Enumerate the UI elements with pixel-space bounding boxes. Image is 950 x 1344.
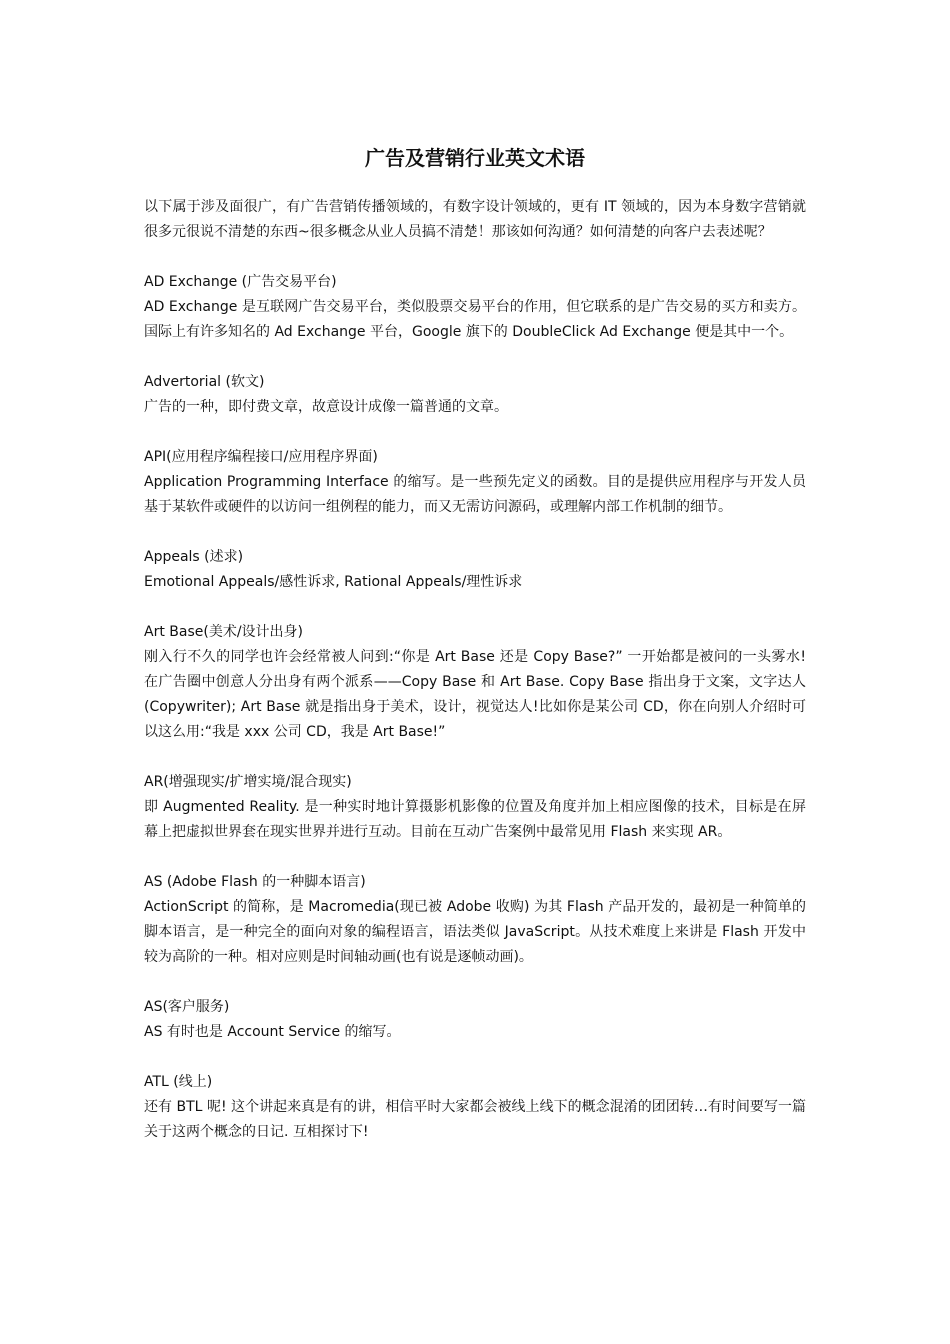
glossary-definition: AS 有时也是 Account Service 的缩写。 xyxy=(144,1024,401,1040)
glossary-term: Appeals (述求) xyxy=(144,549,244,565)
glossary-entry xyxy=(144,370,806,420)
glossary-term: Advertorial (软文) xyxy=(144,374,265,390)
glossary-entry xyxy=(144,545,806,595)
intro-paragraph: 以下属于涉及面很广，有广告营销传播领域的，有数字设计领域的，更有 IT 领域的，因为本身数字营销就很多元很说不清楚的东西~很多概念从业人员搞不清楚！那该如何沟通？如何清楚的向客户去表述呢？ xyxy=(144,199,806,240)
glossary-definition: 还有 BTL 呢! 这个讲起来真是有的讲，相信平时大家都会被线上线下的概念混淆的团团转…有时间要写一篇关于这两个概念的日记. 互相探讨下! xyxy=(144,1099,806,1140)
glossary-definition: 刚入行不久的同学也许会经常被人问到:“你是 Art Base 还是 Copy Base?” 一开始都是被问的一头雾水! 在广告圈中创意人分出身有两个派系——Copy Base 和 Art Base. Copy Base 指出身于文案，文字达人 (Copywriter); Art Base 就是指出身于美术，设计，视觉达人!比如你是某公司 CD，你在向别人介绍时可以这么用:“我是 xxx 公司 CD，我是 Art Base!” xyxy=(144,649,806,740)
document-title: 广告及营销行业英文术语 xyxy=(365,146,585,170)
glossary-definition: 广告的一种，即付费文章，故意设计成像一篇普通的文章。 xyxy=(144,399,508,415)
glossary-entry xyxy=(144,870,806,970)
glossary-definition: Application Programming Interface 的缩写。是一些预先定义的函数。目的是提供应用程序与开发人员基于某软件或硬件的以访问一组例程的能力，而又无需访问源码，或理解内部工作机制的细节。 xyxy=(144,474,806,515)
glossary-entry xyxy=(144,770,806,845)
glossary-entries xyxy=(144,270,806,1145)
glossary-term: AD Exchange (广告交易平台) xyxy=(144,274,337,290)
glossary-definition: Emotional Appeals/感性诉求, Rational Appeals/理性诉求 xyxy=(144,574,523,590)
glossary-term: AS(客户服务) xyxy=(144,999,230,1015)
glossary-term: API(应用程序编程接口/应用程序界面) xyxy=(144,449,378,465)
document-body xyxy=(144,143,806,1145)
glossary-term: Art Base(美术/设计出身) xyxy=(144,624,304,640)
glossary-term: ATL (线上) xyxy=(144,1074,213,1090)
glossary-definition: 即 Augmented Reality. 是一种实时地计算摄影机影像的位置及角度并加上相应图像的技术，目标是在屏幕上把虚拟世界套在现实世界并进行互动。目前在互动广告案例中最常见用 Flash 来实现 AR。 xyxy=(144,799,806,840)
glossary-entry xyxy=(144,270,806,345)
glossary-entry xyxy=(144,1070,806,1145)
glossary-entry xyxy=(144,995,806,1045)
glossary-entry xyxy=(144,445,806,520)
glossary-definition: AD Exchange 是互联网广告交易平台，类似股票交易平台的作用，但它联系的是广告交易的买方和卖方。国际上有许多知名的 Ad Exchange 平台，Google 旗下的 DoubleClick Ad Exchange 便是其中一个。 xyxy=(144,299,806,340)
glossary-entry xyxy=(144,620,806,745)
glossary-term: AS (Adobe Flash 的一种脚本语言) xyxy=(144,874,366,890)
glossary-term: AR(增强现实/扩增实境/混合现实) xyxy=(144,774,352,790)
glossary-definition: ActionScript 的简称，是 Macromedia(现已被 Adobe 收购) 为其 Flash 产品开发的，最初是一种简单的脚本语言，是一种完全的面向对象的编程语言，语法类似 JavaScript。从技术难度上来讲是 Flash 开发中较为高阶的一种。相对应则是时间轴动画(也有说是逐帧动画)。 xyxy=(144,899,806,965)
